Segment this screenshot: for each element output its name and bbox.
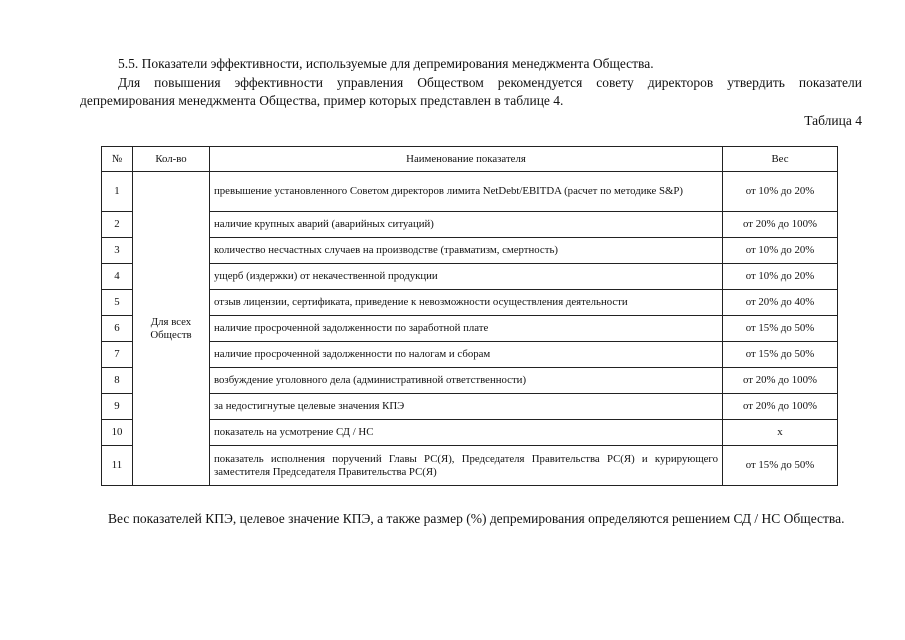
indicator-name: количество несчастных случаев на производстве (травматизм, смертность) <box>210 238 723 264</box>
indicator-name: превышение установленного Советом директоров лимита NetDebt/EBITDA (расчет по методике S&P) <box>210 172 723 212</box>
row-number: 8 <box>102 368 133 394</box>
indicator-name: ущерб (издержки) от некачественной продукции <box>210 264 723 290</box>
indicator-weight: от 20% до 100% <box>723 368 838 394</box>
header-quantity: Кол-во <box>133 147 210 172</box>
indicator-weight: от 15% до 50% <box>723 446 838 486</box>
indicator-weight: от 20% до 40% <box>723 290 838 316</box>
row-number: 11 <box>102 446 133 486</box>
table-row <box>102 290 838 316</box>
indicator-weight: от 20% до 100% <box>723 212 838 238</box>
table-row <box>102 394 838 420</box>
indicator-name: показатель на усмотрение СД / НС <box>210 420 723 446</box>
indicator-weight: от 10% до 20% <box>723 238 838 264</box>
header-number: № <box>102 147 133 172</box>
row-number: 10 <box>102 420 133 446</box>
row-number: 6 <box>102 316 133 342</box>
row-number: 7 <box>102 342 133 368</box>
indicator-name: возбуждение уголовного дела (административной ответственности) <box>210 368 723 394</box>
row-number: 1 <box>102 172 133 212</box>
table-row <box>102 212 838 238</box>
indicator-name: за недостигнутые целевые значения КПЭ <box>210 394 723 420</box>
indicator-name: отзыв лицензии, сертификата, приведение к невозможности осуществления деятельности <box>210 290 723 316</box>
indicator-name: показатель исполнения поручений Главы РС(Я), Председателя Правительства РС(Я) и курирующего заместителя Председателя Правительства РС(Я) <box>210 446 723 486</box>
indicator-name: наличие крупных аварий (аварийных ситуаций) <box>210 212 723 238</box>
table-row <box>102 446 838 486</box>
indicator-weight: от 15% до 50% <box>723 342 838 368</box>
indicator-weight: от 15% до 50% <box>723 316 838 342</box>
indicator-name: наличие просроченной задолженности по налогам и сборам <box>210 342 723 368</box>
table-row <box>102 172 838 212</box>
row-number: 9 <box>102 394 133 420</box>
table-row <box>102 420 838 446</box>
table-caption: Таблица 4 <box>804 113 862 128</box>
intro-paragraph: Для повышения эффективности управления Обществом рекомендуется совету директоров утвердить показатели депремирования менеджмента Общества, пример которых представлен в таблице 4. <box>80 75 862 108</box>
table-row <box>102 264 838 290</box>
section-heading: 5.5. Показатели эффективности, используемые для депремирования менеджмента Общества. <box>118 56 654 71</box>
indicator-name: наличие просроченной задолженности по заработной плате <box>210 316 723 342</box>
table-row <box>102 316 838 342</box>
header-weight: Вес <box>723 147 838 172</box>
table-row <box>102 342 838 368</box>
group-cell: Для всех Обществ <box>133 172 210 486</box>
header-indicator-name: Наименование показателя <box>210 147 723 172</box>
indicator-weight: от 10% до 20% <box>723 172 838 212</box>
indicators-table <box>101 146 838 486</box>
indicator-weight: х <box>723 420 838 446</box>
table-row <box>102 238 838 264</box>
row-number: 2 <box>102 212 133 238</box>
row-number: 3 <box>102 238 133 264</box>
row-number: 5 <box>102 290 133 316</box>
indicator-weight: от 10% до 20% <box>723 264 838 290</box>
closing-paragraph: Вес показателей КПЭ, целевое значение КПЭ, а также размер (%) депремирования определяются решением СД / НС Общества. <box>108 511 845 526</box>
indicator-weight: от 20% до 100% <box>723 394 838 420</box>
table-row <box>102 368 838 394</box>
row-number: 4 <box>102 264 133 290</box>
table-header-row <box>102 147 838 172</box>
